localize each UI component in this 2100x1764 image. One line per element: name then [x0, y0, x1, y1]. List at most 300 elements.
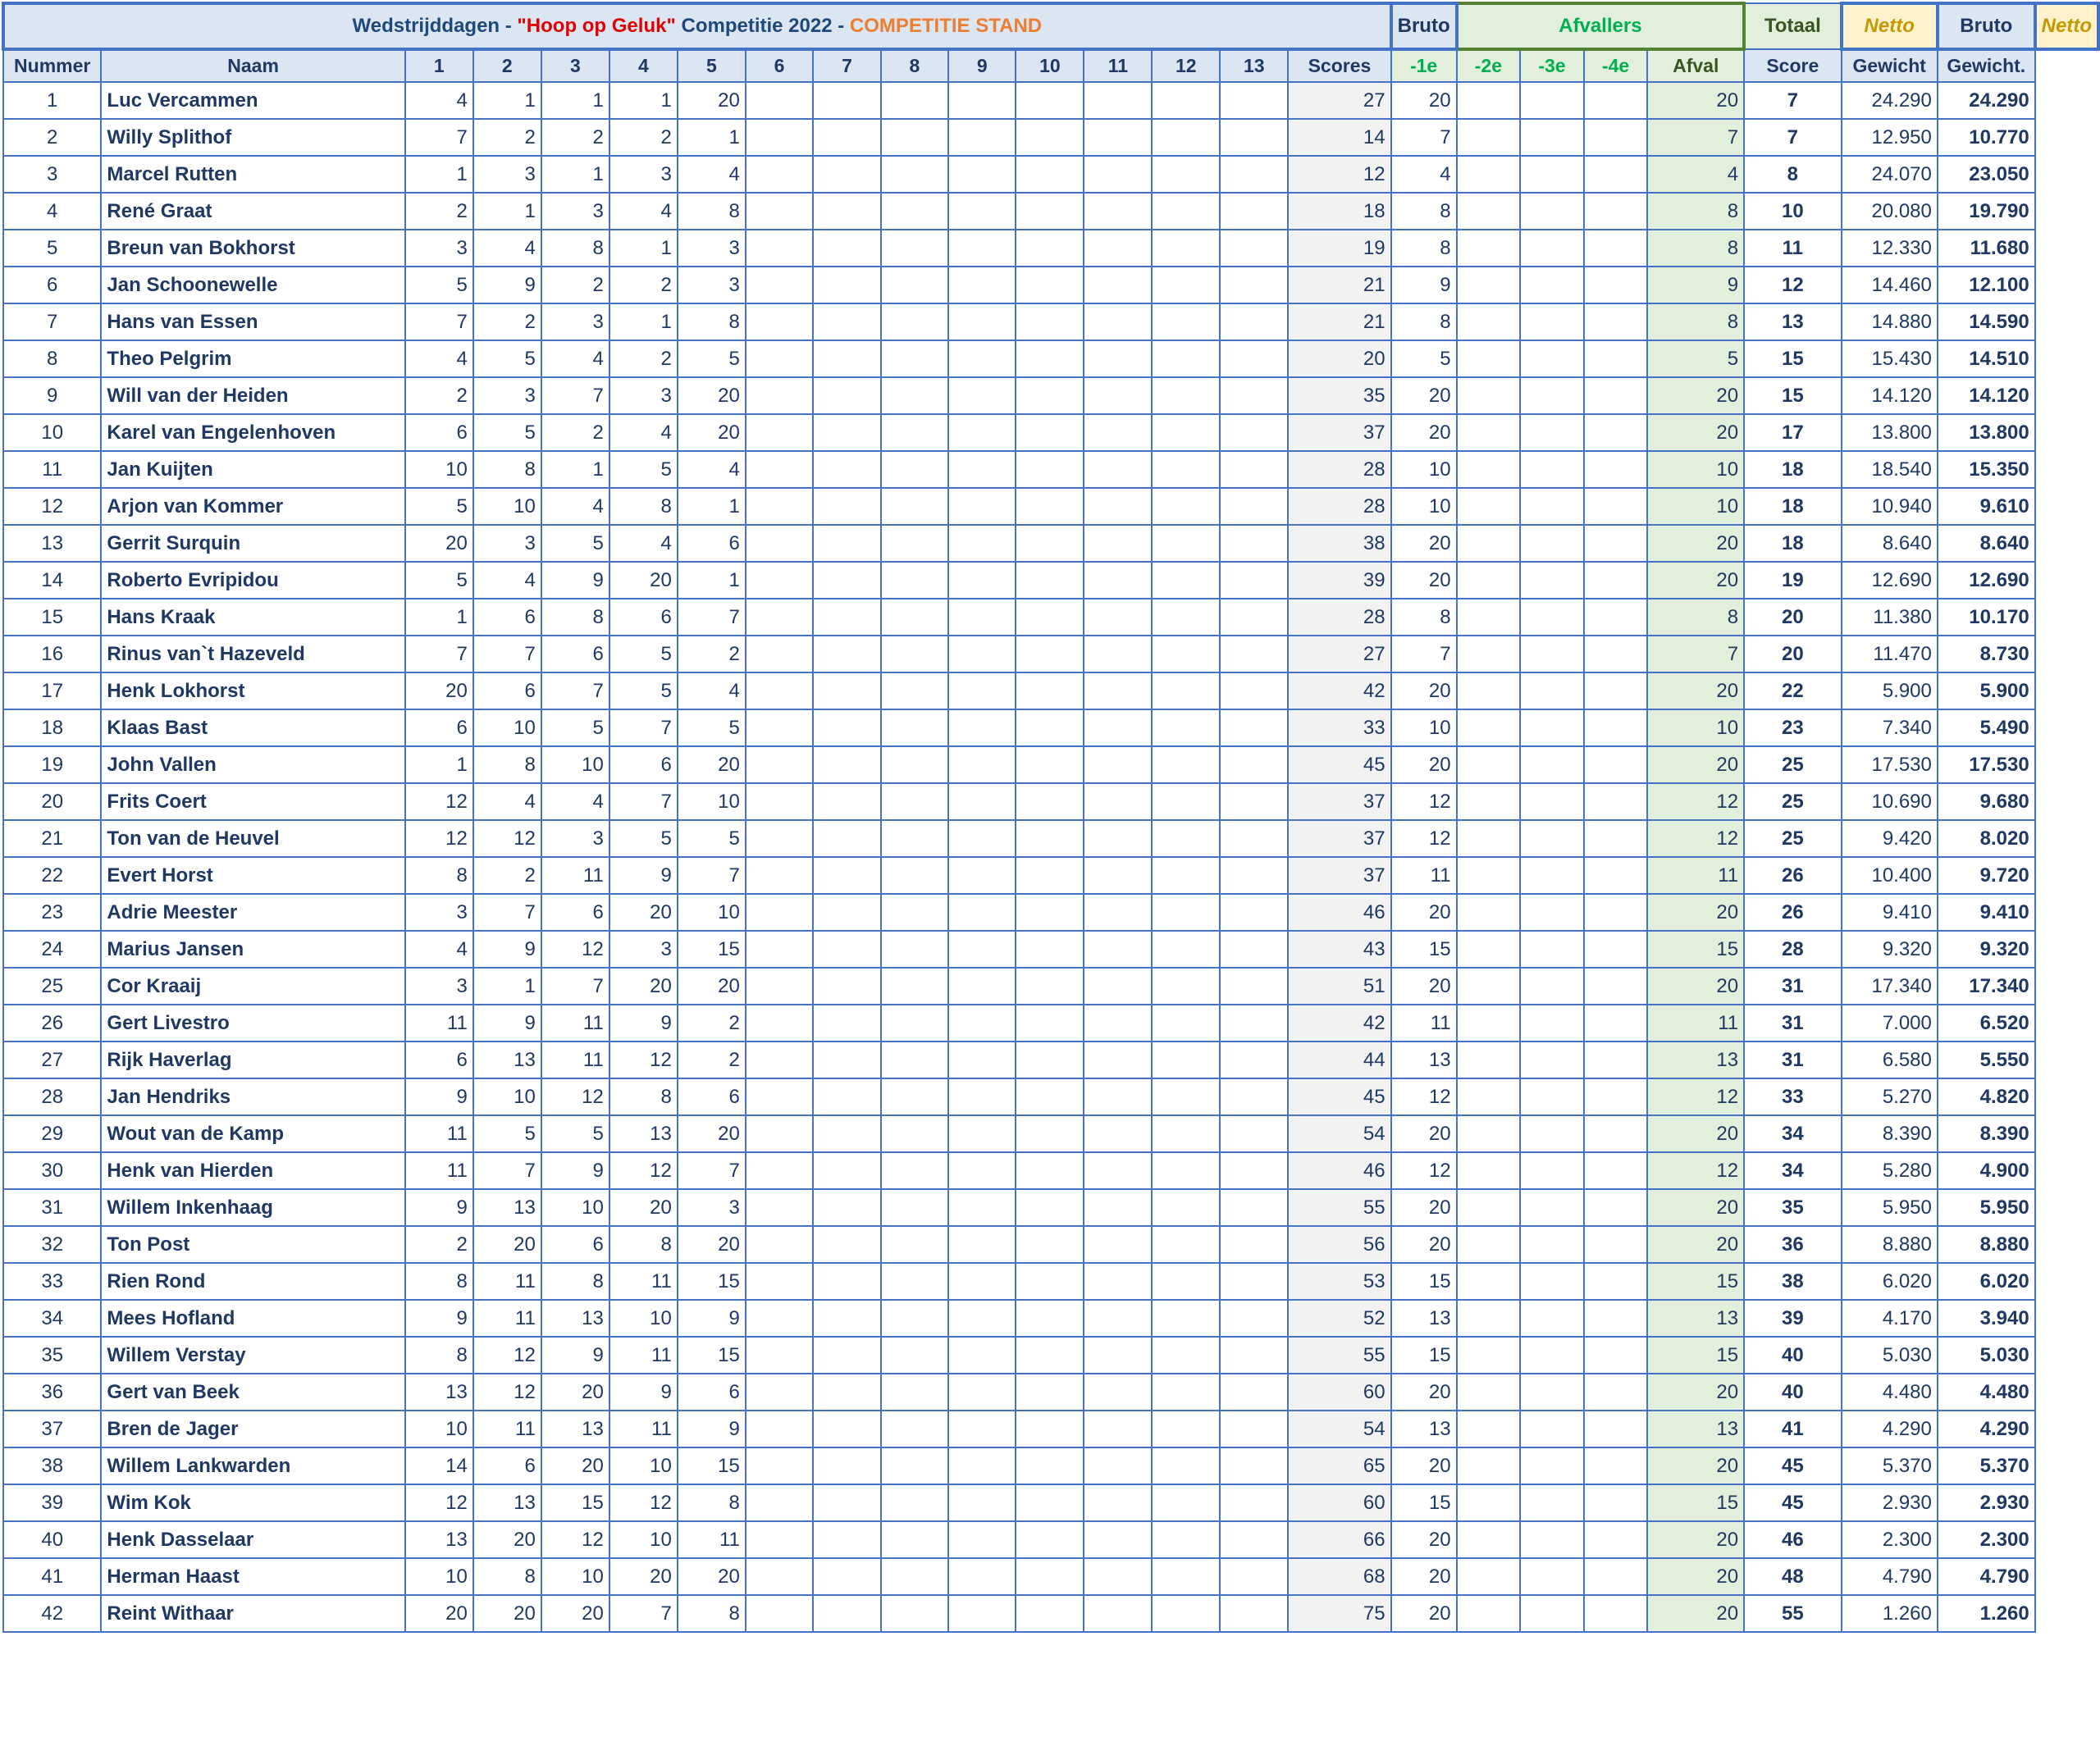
cell-naam[interactable]: René Graat — [101, 193, 404, 230]
cell-netto-score[interactable]: 45 — [1744, 1484, 1841, 1521]
cell-bruto-scores[interactable]: 46 — [1288, 1152, 1390, 1189]
cell-afval-2[interactable] — [1457, 1337, 1521, 1374]
cell-day-12[interactable] — [1152, 709, 1220, 746]
cell-bruto-gewicht[interactable]: 12.690 — [1842, 562, 1938, 599]
cell-afval-totaal[interactable]: 4 — [1647, 156, 1744, 193]
cell-day-9[interactable] — [948, 193, 1016, 230]
cell-afval-3[interactable] — [1520, 156, 1584, 193]
cell-day-1[interactable]: 5 — [405, 488, 473, 525]
cell-day-13[interactable] — [1220, 746, 1288, 783]
cell-day-2[interactable]: 4 — [473, 562, 541, 599]
cell-day-5[interactable]: 7 — [678, 599, 746, 636]
cell-day-11[interactable] — [1084, 746, 1152, 783]
cell-day-11[interactable] — [1084, 267, 1152, 303]
cell-afval-totaal[interactable]: 20 — [1647, 1558, 1744, 1595]
cell-day-6[interactable] — [746, 303, 813, 340]
cell-day-9[interactable] — [948, 1411, 1016, 1447]
cell-afval-totaal[interactable]: 7 — [1647, 636, 1744, 672]
cell-day-9[interactable] — [948, 709, 1016, 746]
cell-afval-1[interactable]: 20 — [1391, 1521, 1457, 1558]
cell-netto-gewicht[interactable]: 2.930 — [1938, 1484, 2035, 1521]
cell-afval-3[interactable] — [1520, 230, 1584, 267]
cell-day-1[interactable]: 4 — [405, 931, 473, 968]
cell-day-12[interactable] — [1152, 488, 1220, 525]
cell-day-4[interactable]: 20 — [609, 1189, 678, 1226]
cell-day-7[interactable] — [813, 1042, 880, 1078]
cell-bruto-scores[interactable]: 45 — [1288, 1078, 1390, 1115]
cell-nummer[interactable]: 7 — [3, 303, 101, 340]
cell-afval-4[interactable] — [1584, 1411, 1648, 1447]
cell-nummer[interactable]: 5 — [3, 230, 101, 267]
cell-day-8[interactable] — [881, 857, 948, 894]
cell-netto-gewicht[interactable]: 4.290 — [1938, 1411, 2035, 1447]
cell-afval-4[interactable] — [1584, 857, 1648, 894]
cell-afval-3[interactable] — [1520, 488, 1584, 525]
cell-day-12[interactable] — [1152, 968, 1220, 1005]
cell-afval-3[interactable] — [1520, 119, 1584, 156]
cell-day-11[interactable] — [1084, 1374, 1152, 1411]
cell-bruto-gewicht[interactable]: 4.480 — [1842, 1374, 1938, 1411]
cell-day-6[interactable] — [746, 1411, 813, 1447]
cell-netto-gewicht[interactable]: 1.260 — [1938, 1595, 2035, 1632]
cell-afval-3[interactable] — [1520, 894, 1584, 931]
cell-day-11[interactable] — [1084, 709, 1152, 746]
cell-nummer[interactable]: 14 — [3, 562, 101, 599]
cell-afval-2[interactable] — [1457, 562, 1521, 599]
cell-afval-1[interactable]: 12 — [1391, 783, 1457, 820]
cell-afval-totaal[interactable]: 20 — [1647, 672, 1744, 709]
cell-afval-4[interactable] — [1584, 267, 1648, 303]
cell-day-9[interactable] — [948, 1115, 1016, 1152]
cell-day-7[interactable] — [813, 1374, 880, 1411]
cell-naam[interactable]: Breun van Bokhorst — [101, 230, 404, 267]
cell-netto-gewicht[interactable]: 9.610 — [1938, 488, 2035, 525]
cell-bruto-gewicht[interactable]: 6.580 — [1842, 1042, 1938, 1078]
cell-netto-score[interactable]: 55 — [1744, 1595, 1841, 1632]
cell-day-1[interactable]: 10 — [405, 1411, 473, 1447]
cell-day-1[interactable]: 9 — [405, 1078, 473, 1115]
cell-day-8[interactable] — [881, 193, 948, 230]
cell-day-9[interactable] — [948, 156, 1016, 193]
cell-naam[interactable]: Reint Withaar — [101, 1595, 404, 1632]
cell-day-1[interactable]: 11 — [405, 1005, 473, 1042]
cell-netto-score[interactable]: 15 — [1744, 340, 1841, 377]
cell-netto-score[interactable]: 39 — [1744, 1300, 1841, 1337]
cell-day-9[interactable] — [948, 783, 1016, 820]
cell-day-1[interactable]: 12 — [405, 783, 473, 820]
cell-afval-totaal[interactable]: 9 — [1647, 267, 1744, 303]
cell-afval-1[interactable]: 5 — [1391, 340, 1457, 377]
cell-day-8[interactable] — [881, 1005, 948, 1042]
cell-afval-totaal[interactable]: 13 — [1647, 1411, 1744, 1447]
cell-day-3[interactable]: 10 — [541, 746, 609, 783]
cell-afval-totaal[interactable]: 20 — [1647, 377, 1744, 414]
cell-bruto-gewicht[interactable]: 9.420 — [1842, 820, 1938, 857]
cell-afval-1[interactable]: 20 — [1391, 525, 1457, 562]
cell-day-2[interactable]: 20 — [473, 1521, 541, 1558]
cell-day-10[interactable] — [1016, 488, 1084, 525]
cell-naam[interactable]: Henk Lokhorst — [101, 672, 404, 709]
cell-day-3[interactable]: 11 — [541, 1005, 609, 1042]
cell-day-6[interactable] — [746, 525, 813, 562]
cell-day-3[interactable]: 11 — [541, 857, 609, 894]
cell-day-8[interactable] — [881, 709, 948, 746]
cell-day-13[interactable] — [1220, 1042, 1288, 1078]
cell-day-12[interactable] — [1152, 414, 1220, 451]
cell-day-13[interactable] — [1220, 377, 1288, 414]
cell-day-1[interactable]: 14 — [405, 1447, 473, 1484]
cell-day-12[interactable] — [1152, 857, 1220, 894]
cell-day-5[interactable]: 7 — [678, 857, 746, 894]
cell-day-1[interactable]: 13 — [405, 1374, 473, 1411]
cell-day-3[interactable]: 3 — [541, 303, 609, 340]
cell-day-10[interactable] — [1016, 1374, 1084, 1411]
cell-day-1[interactable]: 5 — [405, 562, 473, 599]
cell-day-8[interactable] — [881, 1300, 948, 1337]
cell-day-11[interactable] — [1084, 1337, 1152, 1374]
cell-bruto-scores[interactable]: 18 — [1288, 193, 1390, 230]
cell-day-7[interactable] — [813, 746, 880, 783]
cell-day-13[interactable] — [1220, 267, 1288, 303]
cell-day-12[interactable] — [1152, 599, 1220, 636]
cell-day-13[interactable] — [1220, 636, 1288, 672]
cell-afval-1[interactable]: 15 — [1391, 1337, 1457, 1374]
cell-naam[interactable]: Jan Schoonewelle — [101, 267, 404, 303]
cell-afval-1[interactable]: 9 — [1391, 267, 1457, 303]
cell-day-10[interactable] — [1016, 193, 1084, 230]
cell-netto-score[interactable]: 7 — [1744, 82, 1841, 119]
cell-afval-3[interactable] — [1520, 1226, 1584, 1263]
cell-day-13[interactable] — [1220, 414, 1288, 451]
cell-afval-4[interactable] — [1584, 1484, 1648, 1521]
cell-day-11[interactable] — [1084, 1447, 1152, 1484]
cell-afval-2[interactable] — [1457, 488, 1521, 525]
cell-afval-totaal[interactable]: 20 — [1647, 1521, 1744, 1558]
cell-day-10[interactable] — [1016, 1595, 1084, 1632]
cell-day-12[interactable] — [1152, 783, 1220, 820]
cell-day-1[interactable]: 9 — [405, 1300, 473, 1337]
cell-afval-4[interactable] — [1584, 377, 1648, 414]
cell-afval-4[interactable] — [1584, 599, 1648, 636]
cell-nummer[interactable]: 19 — [3, 746, 101, 783]
cell-day-10[interactable] — [1016, 451, 1084, 488]
cell-bruto-gewicht[interactable]: 8.880 — [1842, 1226, 1938, 1263]
cell-afval-4[interactable] — [1584, 303, 1648, 340]
cell-afval-3[interactable] — [1520, 1152, 1584, 1189]
cell-nummer[interactable]: 1 — [3, 82, 101, 119]
cell-day-8[interactable] — [881, 82, 948, 119]
cell-netto-score[interactable]: 18 — [1744, 525, 1841, 562]
cell-afval-2[interactable] — [1457, 1447, 1521, 1484]
cell-day-2[interactable]: 3 — [473, 525, 541, 562]
cell-afval-1[interactable]: 4 — [1391, 156, 1457, 193]
cell-day-3[interactable]: 7 — [541, 672, 609, 709]
cell-afval-1[interactable]: 20 — [1391, 562, 1457, 599]
cell-day-11[interactable] — [1084, 377, 1152, 414]
cell-day-5[interactable]: 5 — [678, 340, 746, 377]
cell-bruto-scores[interactable]: 44 — [1288, 1042, 1390, 1078]
cell-netto-score[interactable]: 28 — [1744, 931, 1841, 968]
cell-afval-3[interactable] — [1520, 267, 1584, 303]
cell-naam[interactable]: Evert Horst — [101, 857, 404, 894]
cell-day-11[interactable] — [1084, 894, 1152, 931]
cell-nummer[interactable]: 25 — [3, 968, 101, 1005]
cell-day-1[interactable]: 2 — [405, 1226, 473, 1263]
cell-bruto-gewicht[interactable]: 7.340 — [1842, 709, 1938, 746]
cell-netto-score[interactable]: 11 — [1744, 230, 1841, 267]
cell-day-6[interactable] — [746, 414, 813, 451]
cell-netto-gewicht[interactable]: 8.640 — [1938, 525, 2035, 562]
cell-bruto-gewicht[interactable]: 5.370 — [1842, 1447, 1938, 1484]
cell-afval-totaal[interactable]: 12 — [1647, 820, 1744, 857]
cell-day-8[interactable] — [881, 1078, 948, 1115]
cell-day-11[interactable] — [1084, 414, 1152, 451]
cell-day-3[interactable]: 9 — [541, 1337, 609, 1374]
cell-day-2[interactable]: 8 — [473, 451, 541, 488]
cell-afval-3[interactable] — [1520, 709, 1584, 746]
cell-nummer[interactable]: 11 — [3, 451, 101, 488]
cell-day-6[interactable] — [746, 857, 813, 894]
cell-day-9[interactable] — [948, 525, 1016, 562]
cell-nummer[interactable]: 33 — [3, 1263, 101, 1300]
cell-nummer[interactable]: 37 — [3, 1411, 101, 1447]
cell-afval-2[interactable] — [1457, 709, 1521, 746]
cell-day-4[interactable]: 8 — [609, 488, 678, 525]
cell-bruto-gewicht[interactable]: 9.320 — [1842, 931, 1938, 968]
cell-netto-score[interactable]: 12 — [1744, 267, 1841, 303]
cell-day-1[interactable]: 9 — [405, 1189, 473, 1226]
cell-bruto-scores[interactable]: 38 — [1288, 525, 1390, 562]
cell-day-2[interactable]: 9 — [473, 931, 541, 968]
cell-day-11[interactable] — [1084, 1263, 1152, 1300]
cell-day-1[interactable]: 1 — [405, 599, 473, 636]
cell-day-10[interactable] — [1016, 1521, 1084, 1558]
cell-day-12[interactable] — [1152, 672, 1220, 709]
cell-afval-3[interactable] — [1520, 1411, 1584, 1447]
cell-day-6[interactable] — [746, 340, 813, 377]
cell-day-7[interactable] — [813, 672, 880, 709]
cell-day-10[interactable] — [1016, 820, 1084, 857]
cell-day-11[interactable] — [1084, 1005, 1152, 1042]
cell-day-6[interactable] — [746, 1005, 813, 1042]
cell-day-11[interactable] — [1084, 119, 1152, 156]
cell-day-9[interactable] — [948, 414, 1016, 451]
cell-afval-totaal[interactable]: 20 — [1647, 1115, 1744, 1152]
cell-bruto-gewicht[interactable]: 24.070 — [1842, 156, 1938, 193]
cell-afval-4[interactable] — [1584, 636, 1648, 672]
cell-day-12[interactable] — [1152, 340, 1220, 377]
cell-bruto-gewicht[interactable]: 2.300 — [1842, 1521, 1938, 1558]
cell-netto-score[interactable]: 23 — [1744, 709, 1841, 746]
cell-day-4[interactable]: 3 — [609, 377, 678, 414]
cell-bruto-scores[interactable]: 66 — [1288, 1521, 1390, 1558]
cell-afval-3[interactable] — [1520, 1447, 1584, 1484]
cell-day-7[interactable] — [813, 1115, 880, 1152]
cell-naam[interactable]: Adrie Meester — [101, 894, 404, 931]
cell-day-10[interactable] — [1016, 857, 1084, 894]
cell-day-13[interactable] — [1220, 119, 1288, 156]
cell-day-8[interactable] — [881, 894, 948, 931]
cell-day-8[interactable] — [881, 1263, 948, 1300]
cell-day-3[interactable]: 15 — [541, 1484, 609, 1521]
cell-afval-3[interactable] — [1520, 82, 1584, 119]
cell-bruto-scores[interactable]: 56 — [1288, 1226, 1390, 1263]
cell-day-9[interactable] — [948, 1078, 1016, 1115]
cell-day-1[interactable]: 20 — [405, 525, 473, 562]
cell-day-10[interactable] — [1016, 1484, 1084, 1521]
cell-day-7[interactable] — [813, 230, 880, 267]
cell-day-11[interactable] — [1084, 1300, 1152, 1337]
cell-afval-1[interactable]: 15 — [1391, 1263, 1457, 1300]
cell-day-7[interactable] — [813, 1447, 880, 1484]
cell-day-13[interactable] — [1220, 156, 1288, 193]
cell-day-11[interactable] — [1084, 562, 1152, 599]
cell-day-6[interactable] — [746, 820, 813, 857]
cell-afval-2[interactable] — [1457, 1595, 1521, 1632]
cell-netto-gewicht[interactable]: 24.290 — [1938, 82, 2035, 119]
cell-afval-3[interactable] — [1520, 562, 1584, 599]
cell-nummer[interactable]: 30 — [3, 1152, 101, 1189]
cell-bruto-gewicht[interactable]: 9.410 — [1842, 894, 1938, 931]
cell-afval-4[interactable] — [1584, 156, 1648, 193]
cell-day-13[interactable] — [1220, 672, 1288, 709]
cell-day-11[interactable] — [1084, 1595, 1152, 1632]
cell-day-8[interactable] — [881, 119, 948, 156]
cell-afval-totaal[interactable]: 10 — [1647, 709, 1744, 746]
cell-day-9[interactable] — [948, 599, 1016, 636]
cell-day-7[interactable] — [813, 1189, 880, 1226]
cell-day-1[interactable]: 7 — [405, 303, 473, 340]
cell-day-10[interactable] — [1016, 562, 1084, 599]
cell-day-12[interactable] — [1152, 820, 1220, 857]
cell-day-5[interactable]: 5 — [678, 820, 746, 857]
cell-bruto-gewicht[interactable]: 14.460 — [1842, 267, 1938, 303]
cell-bruto-scores[interactable]: 37 — [1288, 414, 1390, 451]
cell-day-11[interactable] — [1084, 636, 1152, 672]
cell-bruto-gewicht[interactable]: 11.380 — [1842, 599, 1938, 636]
cell-day-6[interactable] — [746, 1115, 813, 1152]
cell-day-7[interactable] — [813, 488, 880, 525]
cell-afval-2[interactable] — [1457, 82, 1521, 119]
cell-nummer[interactable]: 13 — [3, 525, 101, 562]
cell-day-13[interactable] — [1220, 488, 1288, 525]
cell-day-4[interactable]: 12 — [609, 1152, 678, 1189]
cell-day-1[interactable]: 6 — [405, 414, 473, 451]
cell-day-11[interactable] — [1084, 340, 1152, 377]
cell-day-7[interactable] — [813, 193, 880, 230]
cell-naam[interactable]: Bren de Jager — [101, 1411, 404, 1447]
cell-bruto-scores[interactable]: 45 — [1288, 746, 1390, 783]
cell-day-9[interactable] — [948, 230, 1016, 267]
cell-day-5[interactable]: 6 — [678, 525, 746, 562]
cell-day-3[interactable]: 4 — [541, 783, 609, 820]
cell-naam[interactable]: Ton Post — [101, 1226, 404, 1263]
cell-afval-3[interactable] — [1520, 1374, 1584, 1411]
cell-netto-gewicht[interactable]: 14.590 — [1938, 303, 2035, 340]
cell-day-7[interactable] — [813, 1078, 880, 1115]
cell-bruto-scores[interactable]: 19 — [1288, 230, 1390, 267]
cell-day-10[interactable] — [1016, 525, 1084, 562]
cell-day-6[interactable] — [746, 1152, 813, 1189]
cell-naam[interactable]: Karel van Engelenhoven — [101, 414, 404, 451]
cell-day-8[interactable] — [881, 303, 948, 340]
cell-afval-totaal[interactable]: 20 — [1647, 1374, 1744, 1411]
cell-day-10[interactable] — [1016, 709, 1084, 746]
cell-day-9[interactable] — [948, 857, 1016, 894]
cell-netto-score[interactable]: 26 — [1744, 857, 1841, 894]
cell-afval-totaal[interactable]: 20 — [1647, 1189, 1744, 1226]
cell-afval-totaal[interactable]: 8 — [1647, 599, 1744, 636]
cell-bruto-scores[interactable]: 60 — [1288, 1484, 1390, 1521]
cell-afval-totaal[interactable]: 20 — [1647, 525, 1744, 562]
cell-bruto-scores[interactable]: 35 — [1288, 377, 1390, 414]
cell-day-12[interactable] — [1152, 894, 1220, 931]
cell-day-2[interactable]: 11 — [473, 1411, 541, 1447]
cell-naam[interactable]: Frits Coert — [101, 783, 404, 820]
cell-day-1[interactable]: 11 — [405, 1152, 473, 1189]
cell-bruto-scores[interactable]: 43 — [1288, 931, 1390, 968]
cell-day-8[interactable] — [881, 451, 948, 488]
cell-afval-4[interactable] — [1584, 119, 1648, 156]
cell-day-12[interactable] — [1152, 1115, 1220, 1152]
cell-day-13[interactable] — [1220, 1226, 1288, 1263]
cell-day-5[interactable]: 9 — [678, 1300, 746, 1337]
cell-afval-4[interactable] — [1584, 525, 1648, 562]
cell-day-1[interactable]: 20 — [405, 672, 473, 709]
cell-afval-1[interactable]: 10 — [1391, 451, 1457, 488]
cell-day-2[interactable]: 5 — [473, 1115, 541, 1152]
cell-netto-score[interactable]: 8 — [1744, 156, 1841, 193]
cell-day-9[interactable] — [948, 1300, 1016, 1337]
cell-afval-4[interactable] — [1584, 783, 1648, 820]
cell-day-12[interactable] — [1152, 230, 1220, 267]
cell-day-8[interactable] — [881, 1337, 948, 1374]
cell-naam[interactable]: Hans Kraak — [101, 599, 404, 636]
cell-afval-4[interactable] — [1584, 562, 1648, 599]
cell-day-7[interactable] — [813, 1226, 880, 1263]
cell-day-9[interactable] — [948, 340, 1016, 377]
cell-naam[interactable]: Rinus van`t Hazeveld — [101, 636, 404, 672]
cell-day-9[interactable] — [948, 1042, 1016, 1078]
cell-day-3[interactable]: 4 — [541, 488, 609, 525]
cell-afval-3[interactable] — [1520, 303, 1584, 340]
cell-day-9[interactable] — [948, 119, 1016, 156]
cell-day-7[interactable] — [813, 783, 880, 820]
cell-day-10[interactable] — [1016, 636, 1084, 672]
cell-day-11[interactable] — [1084, 968, 1152, 1005]
cell-afval-4[interactable] — [1584, 672, 1648, 709]
cell-netto-score[interactable]: 40 — [1744, 1374, 1841, 1411]
cell-day-3[interactable]: 12 — [541, 931, 609, 968]
cell-afval-totaal[interactable]: 20 — [1647, 746, 1744, 783]
cell-afval-2[interactable] — [1457, 783, 1521, 820]
cell-netto-gewicht[interactable]: 12.690 — [1938, 562, 2035, 599]
cell-nummer[interactable]: 22 — [3, 857, 101, 894]
cell-day-6[interactable] — [746, 1337, 813, 1374]
cell-netto-gewicht[interactable]: 9.720 — [1938, 857, 2035, 894]
cell-day-6[interactable] — [746, 968, 813, 1005]
cell-day-7[interactable] — [813, 303, 880, 340]
cell-day-8[interactable] — [881, 1484, 948, 1521]
cell-day-3[interactable]: 13 — [541, 1411, 609, 1447]
cell-day-2[interactable]: 5 — [473, 414, 541, 451]
cell-bruto-scores[interactable]: 28 — [1288, 488, 1390, 525]
cell-day-9[interactable] — [948, 1337, 1016, 1374]
cell-day-13[interactable] — [1220, 1558, 1288, 1595]
cell-day-10[interactable] — [1016, 1263, 1084, 1300]
cell-netto-score[interactable]: 19 — [1744, 562, 1841, 599]
cell-naam[interactable]: Gert van Beek — [101, 1374, 404, 1411]
